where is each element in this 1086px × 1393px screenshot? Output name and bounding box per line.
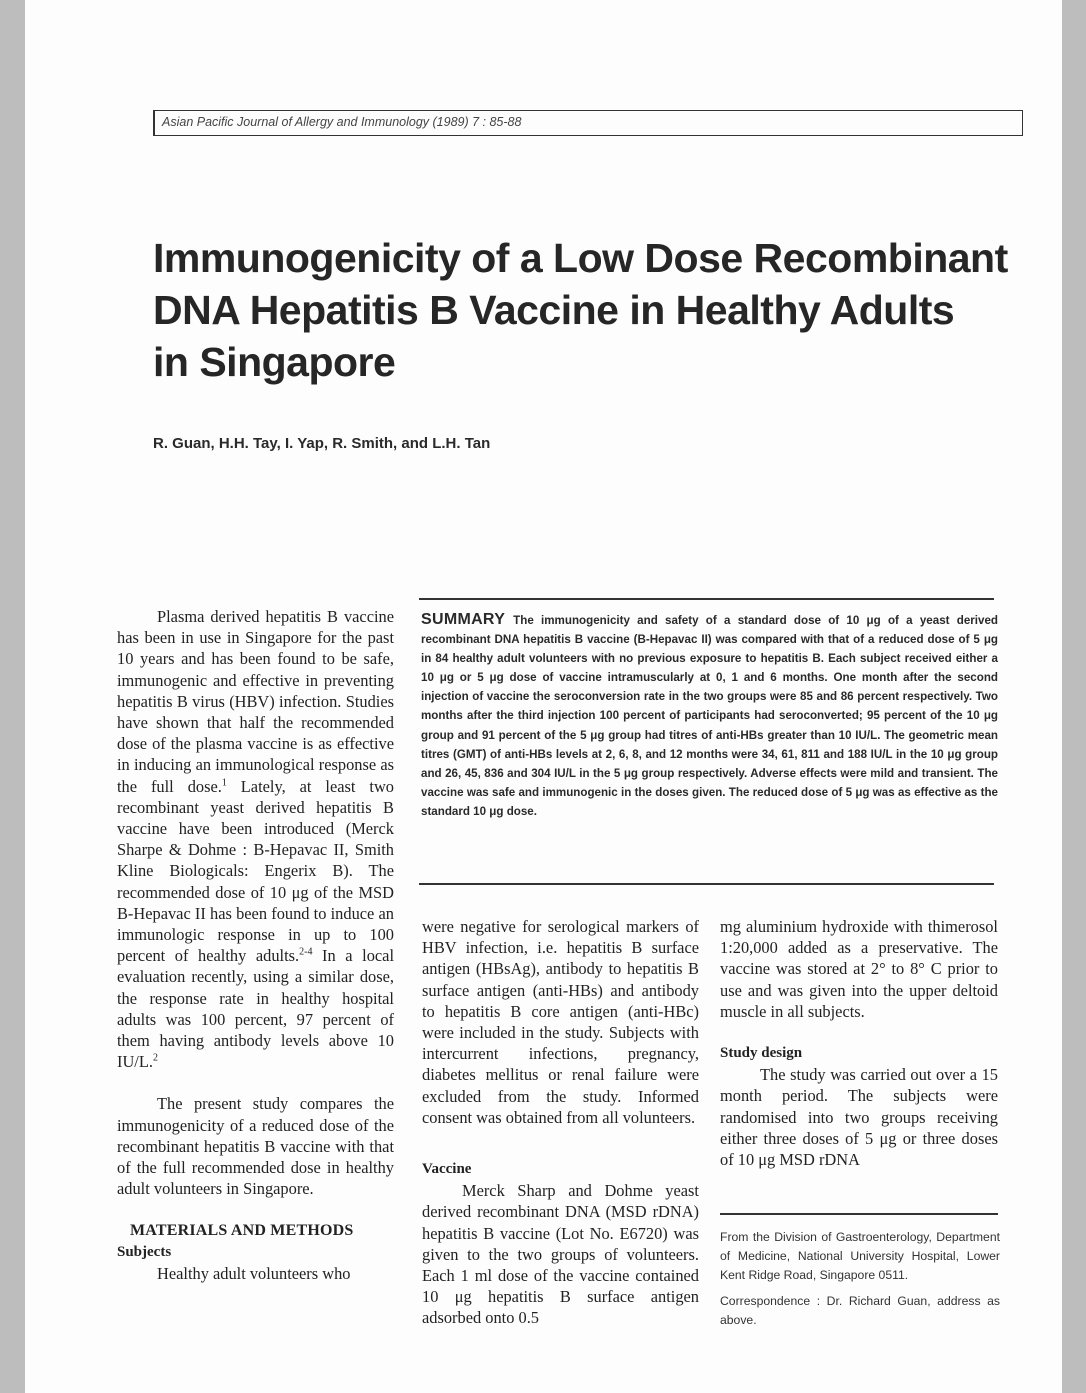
reference-marker: 1	[221, 777, 227, 789]
subjects-paragraph: Healthy adult volunteers who	[157, 1263, 351, 1283]
author-list: R. Guan, H.H. Tay, I. Yap, R. Smith, and L.H. Tan	[153, 435, 491, 452]
study-design-paragraph: The study was carried out over a 15 month period. The subjects were randomised into two groups receiving either three doses of 5 μg or three doses of 10 μg MSD rDNA	[720, 1065, 998, 1170]
reference-marker: 2-4	[299, 946, 313, 958]
vaccine-paragraph: Merck Sharp and Dohme yeast derived recombinant DNA (MSD rDNA) hepatitis B vaccine (Lot No. E6720) was given to the two groups of volunteers. Each 1 ml dose of the vaccine contained 10 μg hepatitis B surface antigen adsorbed onto 0.5	[422, 1181, 699, 1328]
summary-bottom-rule	[419, 883, 994, 885]
body-column-1	[117, 606, 394, 1284]
summary-label: SUMMARY	[421, 611, 506, 628]
section-heading-methods: MATERIALS AND METHODS	[130, 1222, 354, 1240]
intro-text: Plasma derived hepatitis B vaccine has been in use in Singapore for the past 10 years and has been found to be safe, immunogenic and effective in preventing hepatitis B virus (HBV) infection. Studies have shown that half the recommended dose of the plasma vaccine is as effective in inducing an immunological response as the full dose.	[117, 607, 394, 796]
body-column-2	[422, 916, 699, 1329]
body-column-3	[720, 916, 998, 1170]
reference-marker: 2	[152, 1052, 158, 1064]
footnote	[720, 1228, 1000, 1337]
journal-citation: Asian Pacific Journal of Allergy and Immunology (1989) 7 : 85-88	[153, 110, 1023, 136]
subsection-heading-vaccine: Vaccine	[422, 1161, 472, 1178]
summary-text: The immunogenicity and safety of a standard dose of 10 μg of a yeast derived recombinant DNA hepatitis B vaccine (B-Hepavac II) was compared with that of a reduced dose of 5 μg in 84 healthy adult volunteers with no previous exposure to hepatitis B. Each subject received either a 10 μg or 5 μg dose of vaccine intramuscularly at 0, 1 and 6 months. One month after the second injection of vaccine the seroconversion rate in the two groups were 85 and 86 percent respectively. Two months after the third injection 100 percent of participants had seroconverted; 95 percent of the 10 μg group and 91 percent of the 5 μg group had titres of anti-HBs greater than 10 IU/L. The geometric mean titres (GMT) of anti-HBs levels at 2, 6, 8, and 12 months were 34, 61, 811 and 188 IU/L in the 10 μg group and 26, 45, 836 and 304 IU/L in the 5 μg group respectively. Adverse effects were mild and transient. The vaccine was safe and immunogenic in the doses given. The reduced dose of 5 μg was as effective as the standard 10 μg dose.	[421, 614, 998, 818]
footnote-rule	[720, 1213, 998, 1215]
intro-text: In a local evaluation recently, using a similar dose, the response rate in healthy hospital adults was 100 percent, 97 percent of them having antibody levels above 10 IU/L.	[117, 946, 394, 1072]
affiliation-note: From the Division of Gastroenterology, Department of Medicine, National University Hospital, Lower Kent Ridge Road, Singapore 0511.	[720, 1230, 1000, 1282]
title-line: in Singapore	[153, 339, 396, 385]
intro-text: Lately, at least two recombinant yeast derived hepatitis B vaccine have been introduced (Merck Sharpe & Dohme : B-Hepavac II, Smith Kline Biologicals: Engerix B). The recommended dose of 10 μg of the MSD B-Hepavac II has been found to induce an immunologic response in up to 100 percent of healthy adults.	[117, 776, 394, 966]
intro-paragraph-2: The present study compares the immunogenicity of a reduced dose of the recombinant hepatitis B vaccine with that of the full recommended dose in healthy adult volunteers in Singapore.	[117, 1094, 394, 1199]
title-line: Immunogenicity of a Low Dose Recombinant	[153, 235, 1008, 281]
subsection-heading-subjects: Subjects	[117, 1243, 172, 1260]
intro-paragraph-1	[117, 606, 394, 1072]
subjects-paragraph-continued: were negative for serological markers of HBV infection, i.e. hepatitis B surface antigen (HBsAg), antibody to hepatitis B surface antigen (anti-HBs) and antibody to hepatitis B core antigen (anti-HBc) were included in the study. Subjects with intercurrent infections, pregnancy, diabetes mellitus or renal failure were excluded from the study. Informed consent was obtained from all volunteers.	[422, 917, 699, 1127]
vaccine-paragraph-continued: mg aluminium hydroxide with thimerosol 1:20,000 added as a preservative. The vaccine was stored at 2° to 8° C prior to use and was given into the upper deltoid muscle in all subjects.	[720, 917, 998, 1021]
summary-abstract	[421, 610, 998, 821]
title-line: DNA Hepatitis B Vaccine in Healthy Adults	[153, 287, 955, 333]
correspondence-note: Correspondence : Dr. Richard Guan, address as above.	[720, 1294, 1000, 1327]
article-title	[153, 232, 1053, 388]
subsection-heading-study-design: Study design	[720, 1045, 803, 1062]
summary-top-rule	[419, 598, 994, 600]
